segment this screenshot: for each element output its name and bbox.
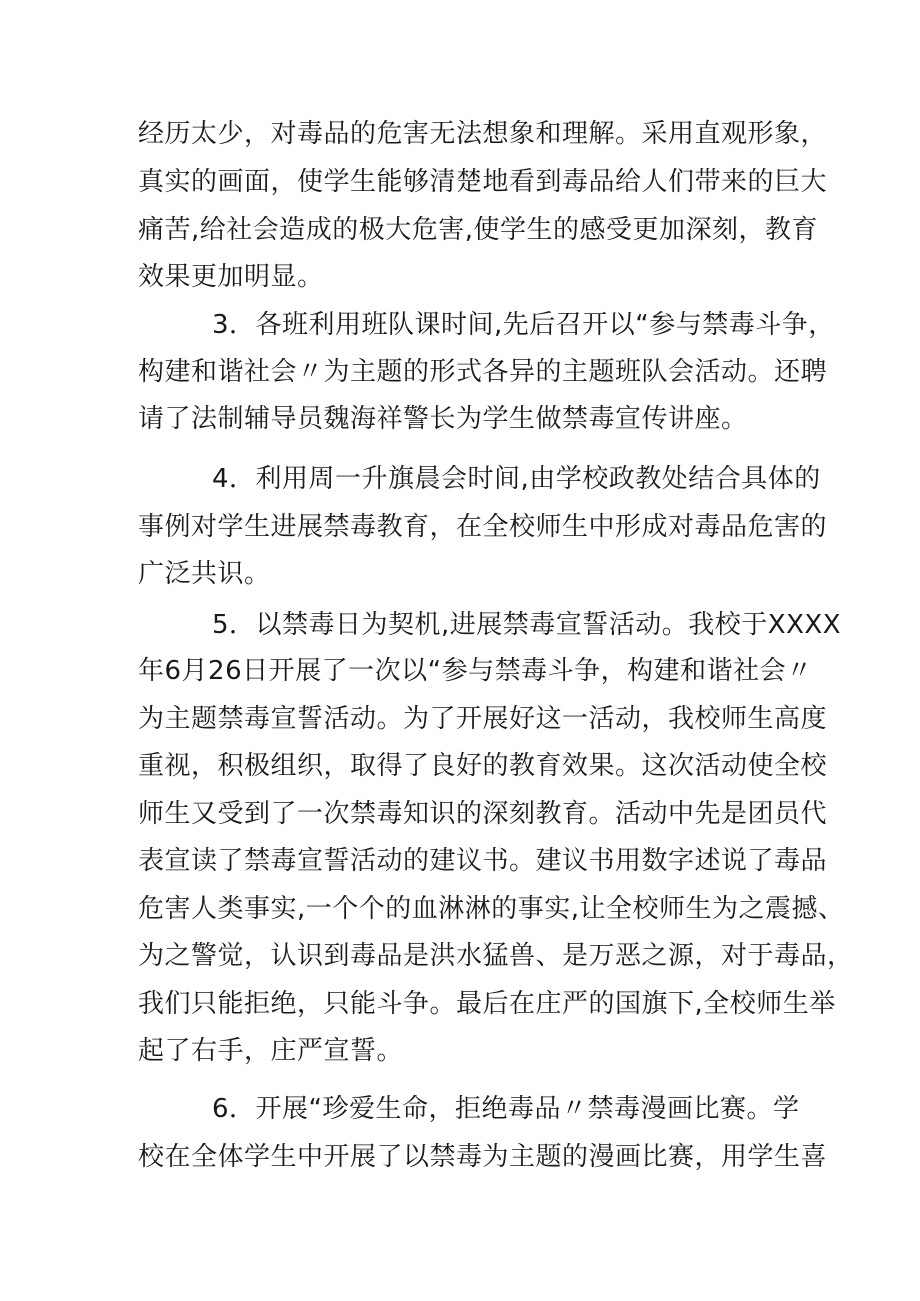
text-line: 校在全体学生中开展了以禁毒为主题的漫画比赛，用学生喜 <box>138 1142 828 1172</box>
text-line: 起了右手，庄严宣誓。 <box>138 1036 404 1066</box>
paragraph-4-start: 4．利用周一升旗晨会时间,由学校政教处结合具体的 <box>212 464 821 494</box>
text-line: 为主题禁毒宣誓活动。为了开展好这一活动，我校师生高度 <box>138 704 828 734</box>
text-line: 痛苦,给社会造成的极大危害,使学生的感受更加深刻，教育 <box>138 215 819 245</box>
text-line: 年6月26日开展了一次以“参与禁毒斗争，构建和谐社会〃 <box>138 656 813 686</box>
text-line: 为之警觉，认识到毒品是洪水猛兽、是万恶之源，对于毒品， <box>138 941 854 971</box>
text-line: 广泛共识。 <box>138 559 271 589</box>
text-line: 经历太少，对毒品的危害无法想象和理解。采用直观形象， <box>138 119 828 149</box>
paragraph-5-start: 5．以禁毒日为契机,进展禁毒宣誓活动。我校于XXXX <box>212 610 842 640</box>
text-line: 危害人类事实,一个个的血淋淋的事实,让全校师生为之震撼、 <box>138 894 845 924</box>
paragraph-3-start: 3．各班利用班队课时间,先后召开以“参与禁毒斗争， <box>212 310 835 340</box>
text-line: 师生又受到了一次禁毒知识的深刻教育。活动中先是团员代 <box>138 799 828 829</box>
text-line: 事例对学生进展禁毒教育，在全校师生中形成对毒品危害的 <box>138 512 828 542</box>
text-line: 效果更加明显。 <box>138 262 324 292</box>
paragraph-6-start: 6．开展“珍爱生命，拒绝毒品〃禁毒漫画比赛。学 <box>212 1094 800 1124</box>
text-line: 真实的画面，使学生能够清楚地看到毒品给人们带来的巨大 <box>138 167 828 197</box>
text-line: 构建和谐社会〃为主题的形式各异的主题班队会活动。还聘 <box>138 357 828 387</box>
text-line: 请了法制辅导员魏海祥警长为学生做禁毒宣传讲座。 <box>138 404 748 434</box>
text-line: 重视，积极组织，取得了良好的教育效果。这次活动使全校 <box>138 751 828 781</box>
text-line: 表宣读了禁毒宣誓活动的建议书。建议书用数字述说了毒品 <box>138 846 828 876</box>
text-line: 我们只能拒绝，只能斗争。最后在庄严的国旗下,全校师生举 <box>138 989 836 1019</box>
